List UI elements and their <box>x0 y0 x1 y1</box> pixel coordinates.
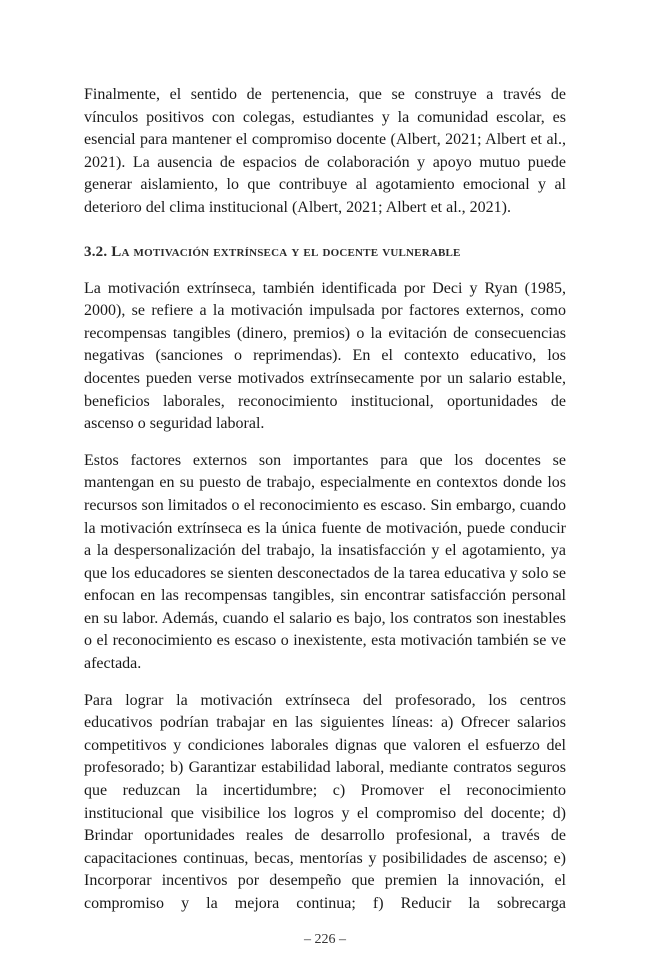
page-body <box>84 84 566 930</box>
paragraph-external-factors: Estos factores externos son importantes para que los docentes se mantengan en su puesto de trabajo, especialmente en contextos donde los recursos son limitados o el reconocimiento es escaso. Sin embargo, cuando la motivación extrínseca es la única fuente de motivación, puede conducir a la despersonalización del trabajo, la insatisfacción y el agotamiento, ya que los educadores se sienten desconectados de la tarea educativa y solo se enfocan en las recompensas tangibles, sin encontrar satisfacción personal en su labor. Además, cuando el salario es bajo, los contratos son inestables o el reconocimiento es escaso o inexistente, esta motivación también se ve afectada. <box>84 451 566 673</box>
paragraph-extrinsic-definition: La motivación extrínseca, también identificada por Deci y Ryan (1985, 2000), se refiere a la motivación impulsada por factores externos, como recompensas tangibles (dinero, premios) o la evitación de consecuencias negativas (sanciones o reprimendas). En el contexto educativo, los docentes pueden verse motivados extrínsecamente por un salario estable, beneficios laborales, reconocimiento institucional, oportunidades de ascenso o seguridad laboral. <box>84 279 566 433</box>
paragraph-belonging: Finalmente, el sentido de pertenencia, que se construye a través de vínculos positivos con colegas, estudiantes y la comunidad escolar, es esencial para mantener el compromiso docente (Albert, 2021; Albert et al., 2021). La ausencia de espacios de colaboración y apoyo mutuo puede generar aislamiento, lo que contribuye al agotamiento emocional y al deterioro del clima institucional (Albert, 2021; Albert et al., 2021). <box>84 86 566 216</box>
paragraph-strategies: Para lograr la motivación extrínseca del profesorado, los centros educativos podrían trabajar en las siguientes líneas: a) Ofrecer salarios competitivos y condiciones laborales dignas que valoren el esfuerzo del profesorado; b) Garantizar estabilidad laboral, mediante contratos seguros que reduzcan la incertidumbre; c) Promover el reconocimiento institucional que visibilice los logros y el compromiso del docente; d) Brindar oportunidades reales de desarrollo profesional, a través de capacitaciones continuas, becas, mentorías y posibilidades de ascenso; e) Incorporar incentivos por desempeño que premien la innovación, el compromiso y la mejora continua; f) Reducir la sobrecarga <box>84 691 566 912</box>
page-number: – 226 – <box>304 932 346 947</box>
section-heading: 3.2. La motivación extrínseca y el docente vulnerable <box>84 243 461 260</box>
